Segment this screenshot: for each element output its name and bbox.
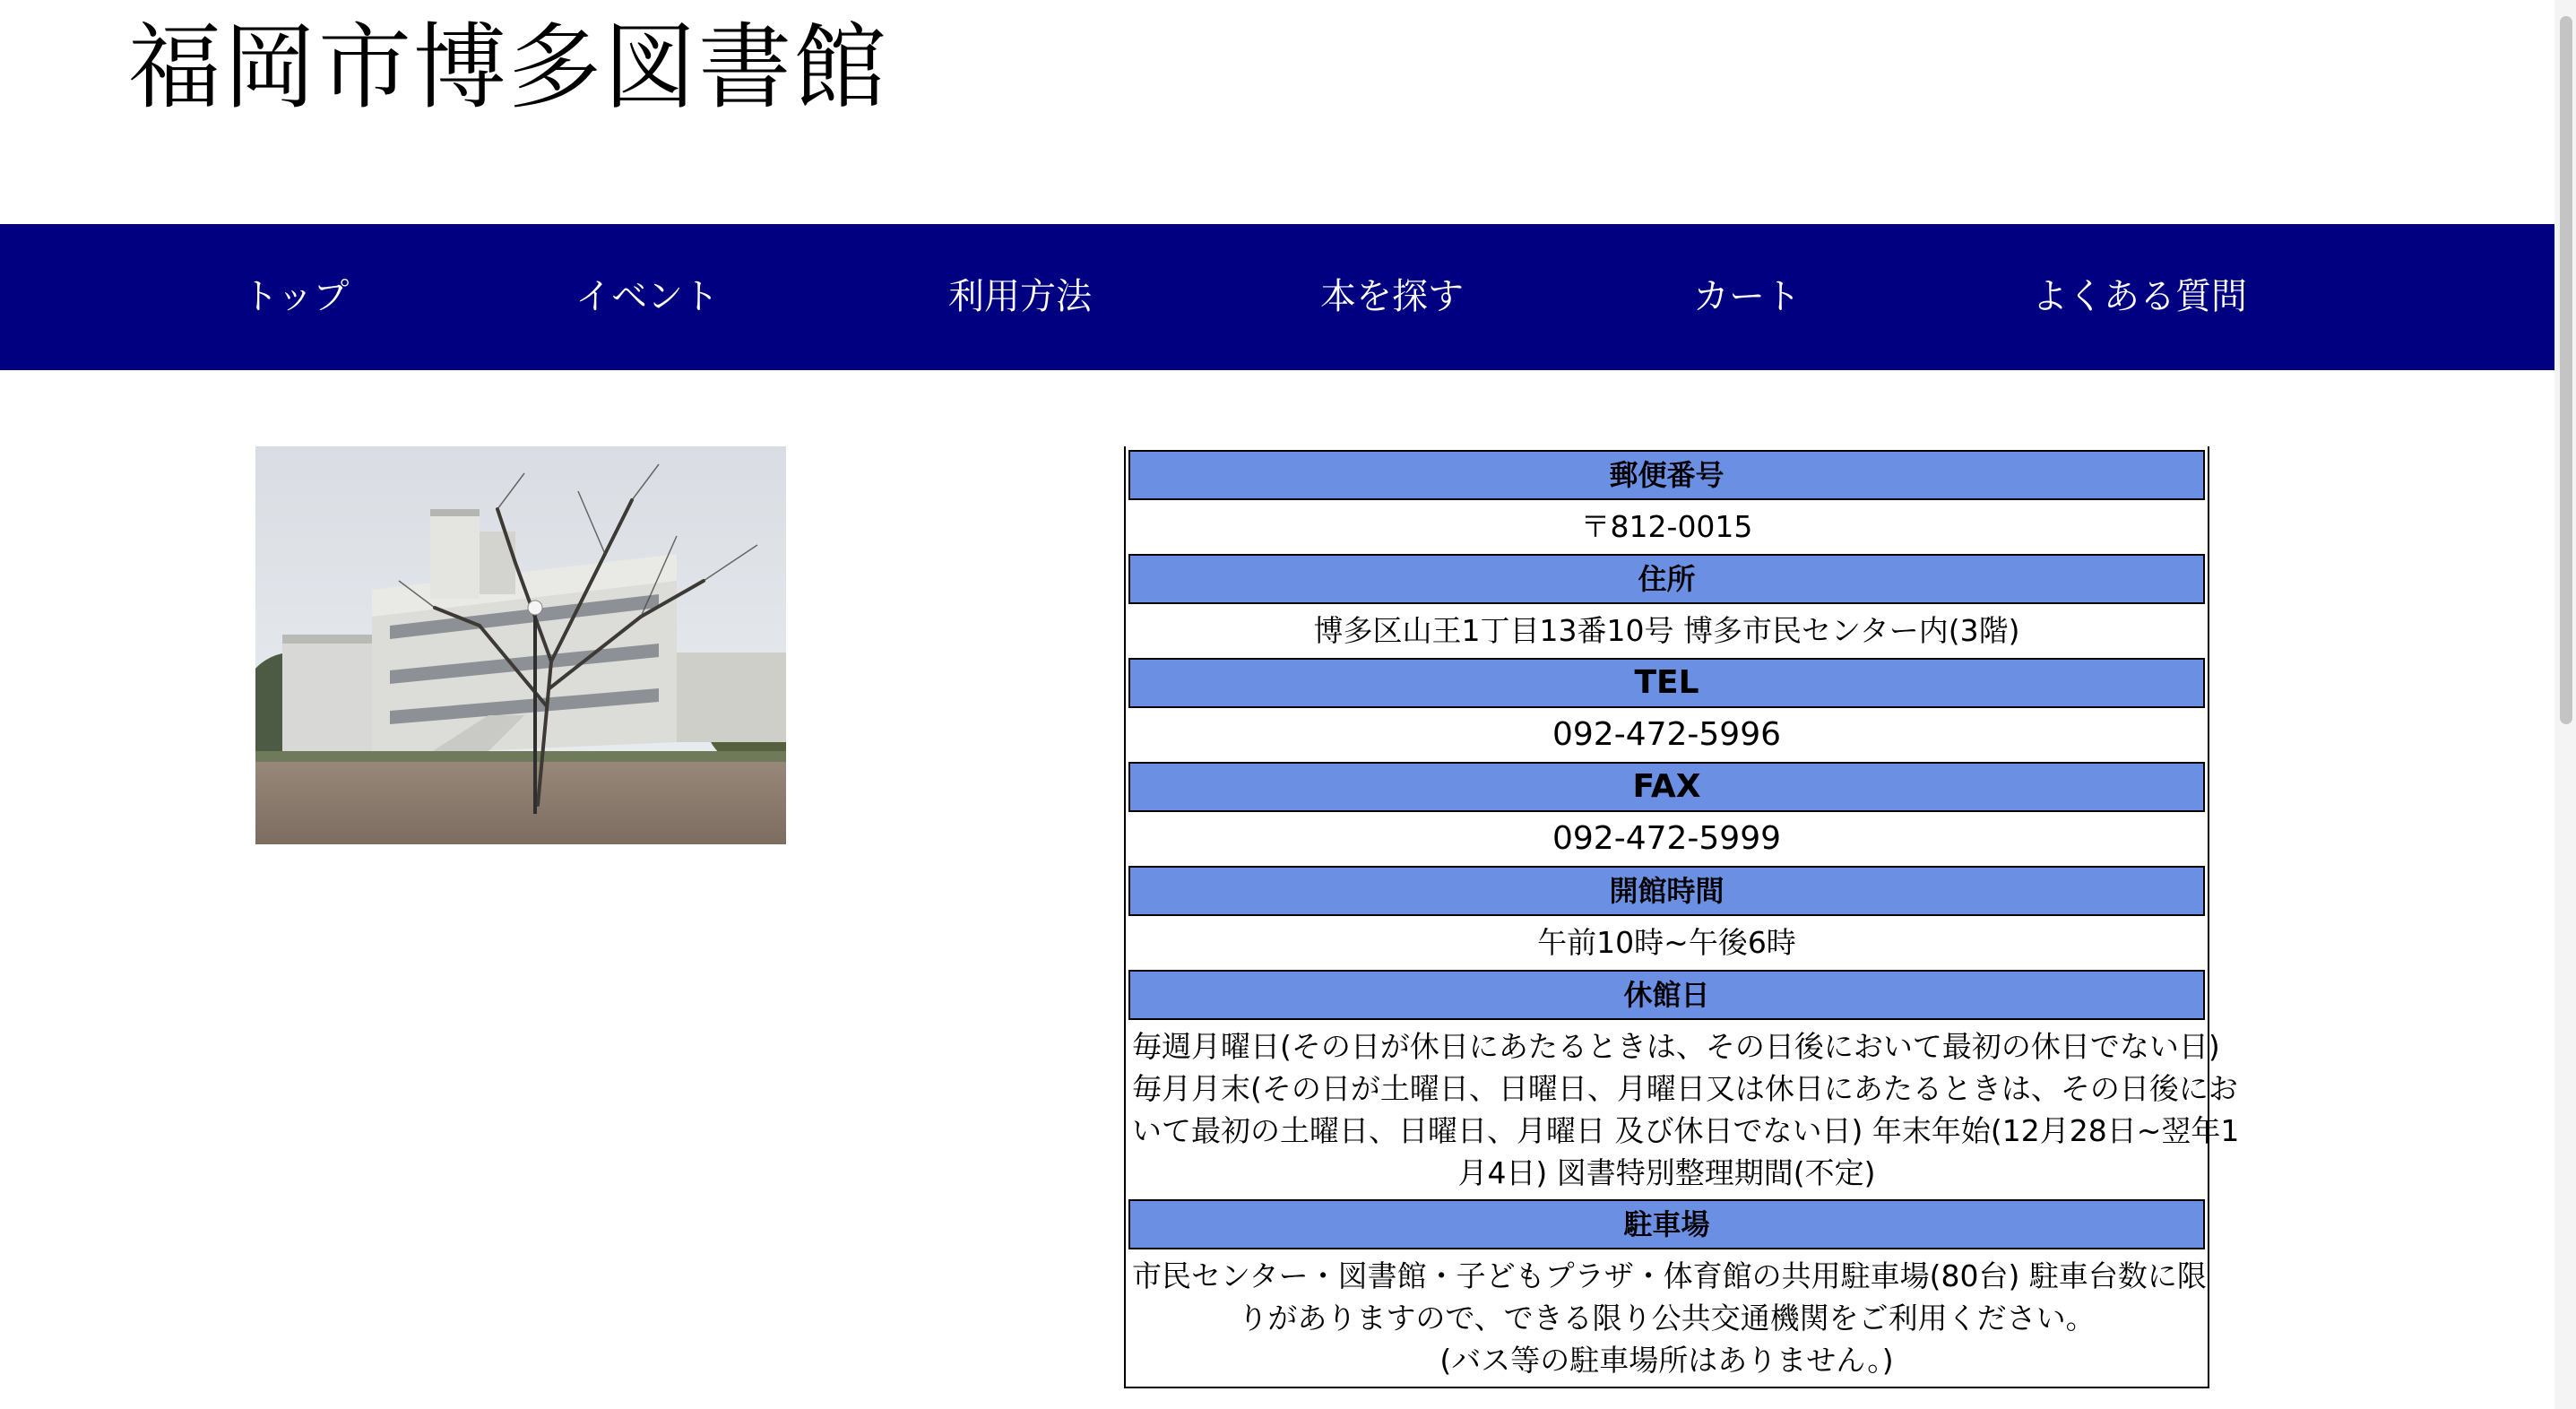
parking-line: 市民センター・図書館・子どもプラザ・体育館の共用駐車場(80台) 駐車台数に限 [1132, 1258, 2207, 1293]
closed-days-line: 毎月月末(その日が土曜日、日曜日、月曜日又は休日にあたるときは、その日後にお [1132, 1071, 2238, 1106]
fax-label: FAX [1128, 762, 2205, 812]
library-info-table [1124, 446, 2240, 1388]
nav-item-search-books[interactable]: 本を探す [1320, 276, 1464, 317]
fax-value: 092-472-5999 [1552, 820, 1782, 857]
postal-code-value: 〒812-0015 [1580, 509, 1753, 544]
library-building-photo [255, 446, 786, 844]
parking-line: りがありますので、できる限り公共交通機関をご利用ください。 [1238, 1301, 2096, 1336]
parking-label: 駐車場 [1128, 1199, 2205, 1249]
closed-days-value [1128, 1020, 2240, 1199]
scrollbar-thumb[interactable] [2560, 16, 2572, 724]
nav-item-usage[interactable]: 利用方法 [948, 276, 1092, 317]
vertical-scrollbar[interactable] [2554, 0, 2576, 1409]
nav-item-cart[interactable]: カート [1693, 276, 1801, 317]
closed-days-line: 月4日) 図書特別整理期間(不定) [1457, 1155, 1876, 1190]
main-nav [0, 224, 2554, 370]
closed-days-line: 毎週月曜日(その日が休日にあたるときは、その日後において最初の休日でない日) [1132, 1029, 2220, 1064]
address-label: 住所 [1128, 554, 2205, 604]
tel-label: TEL [1128, 658, 2205, 708]
opening-hours-value: 午前10時~午後6時 [1537, 925, 1796, 960]
nav-item-faq[interactable]: よくある質問 [2032, 276, 2247, 317]
tel-value: 092-472-5996 [1552, 716, 1782, 753]
nav-item-top[interactable]: トップ [242, 276, 350, 317]
site-title: 福岡市博多図書館 [128, 13, 889, 122]
address-value: 博多区山王1丁目13番10号 博多市民センター内(3階) [1313, 613, 2020, 648]
parking-line: (バス等の駐車場所はありません。) [1439, 1343, 1894, 1378]
nav-item-events[interactable]: イベント [575, 276, 719, 317]
parking-value [1128, 1249, 2205, 1387]
closed-days-line: いて最初の土曜日、日曜日、月曜日 及び休日でない日) 年末年始(12月28日~翌年1 [1132, 1113, 2240, 1148]
closed-days-label: 休館日 [1128, 970, 2205, 1020]
opening-hours-label: 開館時間 [1128, 866, 2205, 916]
postal-code-label: 郵便番号 [1128, 450, 2205, 500]
